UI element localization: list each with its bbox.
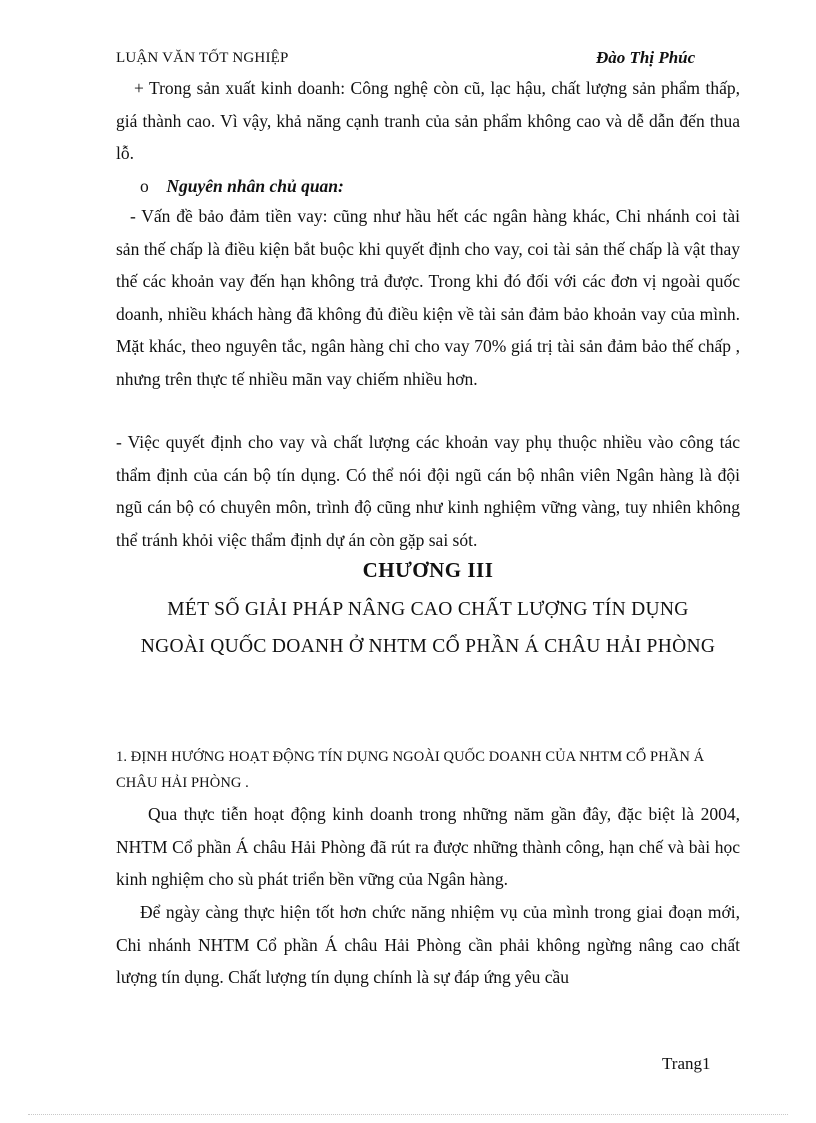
chapter-title: CHƯƠNG III xyxy=(362,558,494,582)
header-thesis-label: LUẬN VĂN TỐT NGHIỆP xyxy=(116,50,289,66)
paragraph-practical-experience: Qua thực tiễn hoạt động kinh doanh trong những năm gần đây, đặc biệt là 2004, NHTM Cổ phần Á châu Hải Phòng đã rút ra được những thành công, hạn chế và bài học kinh nghiệm cho sù phát triển bền vững của Ngân hàng. xyxy=(116,804,740,889)
section-heading: 1. ĐỊNH HƯỚNG HOẠT ĐỘNG TÍN DỤNG NGOÀI QUỐC DOANH CỦA NHTM CỔ PHẦN Á CHÂU HẢI PHÒNG . xyxy=(116,749,705,791)
page-bottom-divider xyxy=(28,1114,788,1115)
paragraph-credit-quality: Để ngày càng thực hiện tốt hơn chức năng nhiệm vụ của mình trong giai đoạn mới, Chi nhánh NHTM Cổ phần Á châu Hải Phòng cần phải không ngừng nâng cao chất lượng tín dụng. Chất lượng tín dụng chính là sự đáp ứng yêu cầu xyxy=(116,902,740,987)
paragraph-business-reasons: + Trong sản xuất kinh doanh: Công nghệ còn cũ, lạc hậu, chất lượng sản phẩm thấp, giá thành cao. Vì vậy, khả năng cạnh tranh của sản phẩm không cao và dễ dẫn đến thua lỗ. xyxy=(116,78,740,163)
paragraph-credit-appraisal: - Việc quyết định cho vay và chất lượng các khoản vay phụ thuộc nhiều vào công tác thẩm định của cán bộ tín dụng. Có thể nói đội ngũ cán bộ nhân viên Ngân hàng là đội ngũ cán bộ có chuyên môn, trình độ cũng như kinh nghiệm vững vàng, tuy nhiên không thể tránh khỏi việc thẩm định dự án còn gặp sai sót. xyxy=(116,432,740,550)
paragraph-loan-collateral: - Vấn đề bảo đảm tiền vay: cũng như hầu hết các ngân hàng khác, Chi nhánh coi tài sản thế chấp là điều kiện bắt buộc khi quyết định cho vay, coi tài sản thế chấp là vật thay thế các khoản vay đến hạn không trả được. Trong khi đó đối với các đơn vị ngoài quốc doanh, nhiều khách hàng đã không đủ điều kiện về tài sản đảm bảo khoản vay của mình. Mặt khác, theo nguyên tắc, ngân hàng chỉ cho vay 70% giá trị tài sản đảm bảo thế chấp , nhưng trên thực tế nhiều mãn vay chiếm nhiều hơn. xyxy=(116,206,740,389)
header-author-name: Đào Thị Phúc xyxy=(596,48,696,67)
bullet-circle-icon: o xyxy=(140,176,149,196)
page-number: Trang1 xyxy=(662,1054,711,1073)
bullet-heading-subjective-causes xyxy=(140,170,344,203)
bullet-heading-text: Nguyên nhân chủ quan: xyxy=(166,176,344,196)
chapter-subtitle: MÉT SỐ GIẢI PHÁP NÂNG CAO CHẤT LƯỢNG TÍN DỤNG NGOÀI QUỐC DOANH Ở NHTM CỔ PHẦN Á CHÂU HẢI PHÒNG xyxy=(140,599,716,657)
